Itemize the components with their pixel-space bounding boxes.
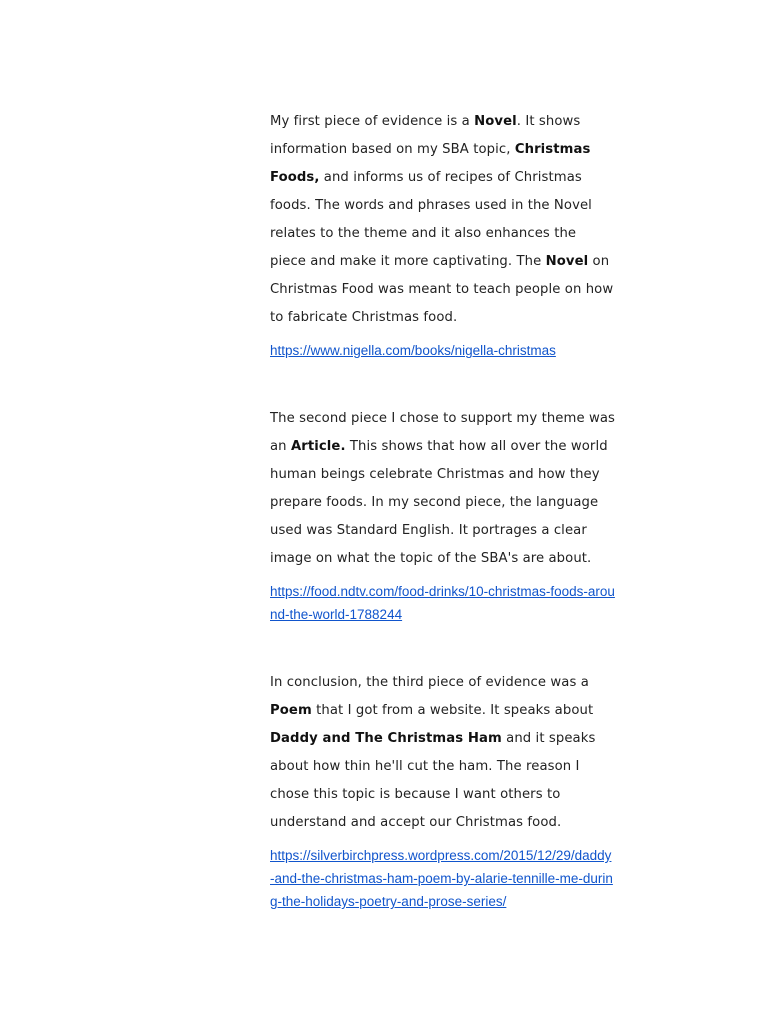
bold-term-christmas-foods: Christmas Foods,	[270, 142, 591, 185]
text-segment: and it speaks about how thin he'll cut the ham. The reason I chose this topic is because I want others to understand and accept our Christmas food.	[270, 731, 596, 830]
text-segment: on Christmas Food was meant to teach people on how to fabricate Christmas food.	[270, 254, 614, 325]
text-segment: and informs us of recipes of Christmas foods. The words and phrases used in the Novel relates to the theme and it also enhances the piece and make it more captivating. The	[270, 170, 592, 269]
bold-term-article: Article.	[290, 439, 346, 454]
text-segment: This shows that how all over the world human beings celebrate Christmas and how they prepare foods. In my second piece, the language used was Standard English. It portrages a clear image on what the topic of the SBA's are about.	[270, 439, 608, 566]
bold-term-daddy-ham: Daddy and The Christmas Ham	[270, 731, 502, 746]
evidence-paragraph-novel	[270, 108, 615, 332]
text-segment: In conclusion, the third piece of evidence was a	[270, 675, 589, 690]
source-link-ndtv[interactable]: https://food.ndtv.com/food-drinks/10-christmas-foods-around-the-world-1788244	[270, 584, 615, 622]
text-segment: The second piece I chose to support my theme was an	[270, 411, 616, 454]
bold-term-poem: Poem	[270, 703, 312, 718]
text-segment: . It shows information based on my SBA topic,	[270, 114, 581, 157]
evidence-paragraph-article	[270, 405, 615, 573]
bold-term-novel: Novel	[545, 254, 589, 269]
source-link-silverbirch[interactable]: https://silverbirchpress.wordpress.com/2015/12/29/daddy-and-the-christmas-ham-poem-by-alarie-tennille-me-during-the-holidays-poetry-and-prose-series/	[270, 848, 613, 909]
bold-term-novel: Novel	[474, 114, 517, 129]
source-link-nigella[interactable]: https://www.nigella.com/books/nigella-christmas	[270, 343, 556, 358]
text-segment: My first piece of evidence is a	[270, 114, 475, 129]
text-segment: that I got from a website. It speaks about	[311, 703, 594, 718]
evidence-paragraph-poem	[270, 669, 615, 837]
